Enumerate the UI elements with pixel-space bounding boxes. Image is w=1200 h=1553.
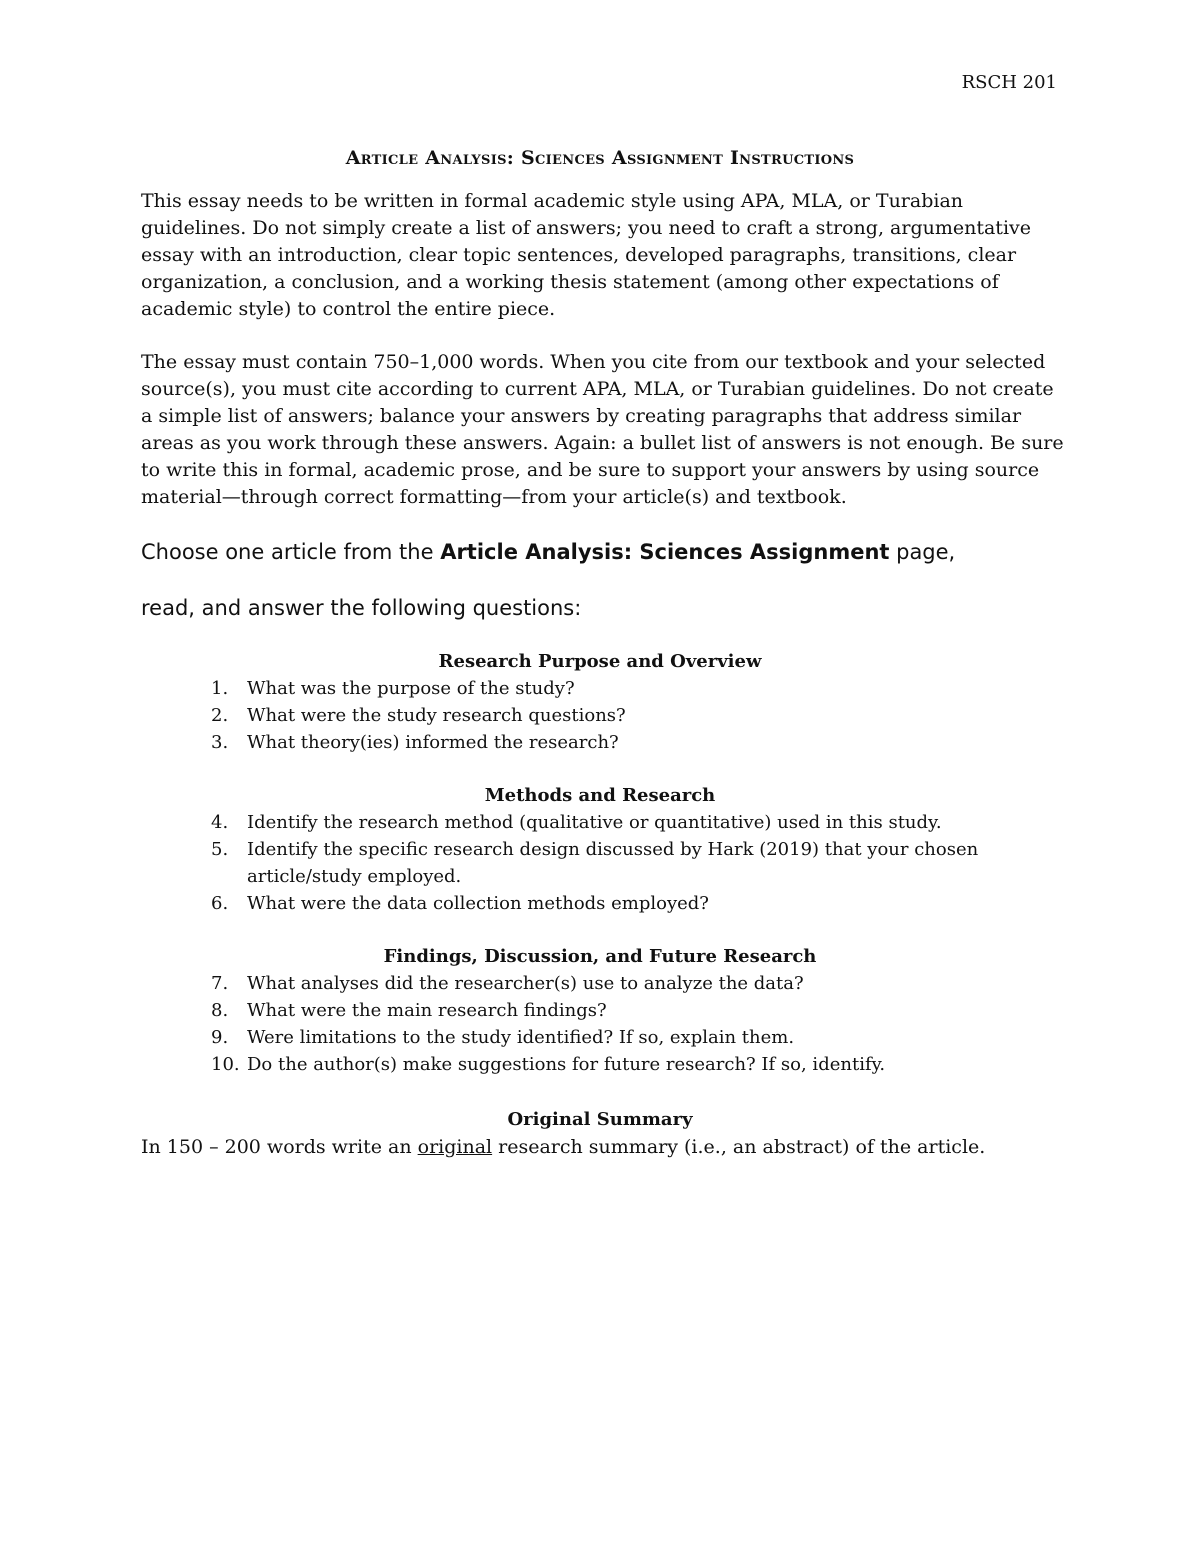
- question-text: What were the main research findings?: [247, 1000, 607, 1021]
- question-text: What was the purpose of the study?: [247, 678, 575, 699]
- question-text: What analyses did the researcher(s) use to analyze the data?: [247, 973, 804, 994]
- question-number: 10.: [211, 1054, 240, 1075]
- question-number: 1.: [211, 678, 229, 699]
- section-title-findings: Findings, Discussion, and Future Research: [383, 946, 817, 967]
- question-number: 8.: [211, 1000, 229, 1021]
- question-item: [141, 836, 1041, 890]
- question-text: What theory(ies) informed the research?: [247, 732, 619, 753]
- question-number: 9.: [211, 1027, 229, 1048]
- summary-underlined-word: original: [417, 1136, 493, 1158]
- page-title: Article Analysis: Sciences Assignment Instructions: [345, 147, 855, 169]
- question-number: 5.: [211, 839, 229, 860]
- summary-instruction: [141, 1134, 985, 1161]
- question-item: [141, 1024, 1041, 1051]
- intro-paragraph: This essay needs to be written in formal academic style using APA, MLA, or Turabian guidelines. Do not simply create a list of answers; you need to craft a strong, argumentative essay with an introduction, clear topic sentences, developed paragraphs, transitions, clear organization, a conclusion, and a working thesis statement (among other expectations of academic style) to control the entire piece.: [141, 190, 1031, 320]
- summary-text-after: research summary (i.e., an abstract) of the article.: [492, 1136, 986, 1158]
- question-list-methods: [141, 809, 1041, 917]
- section-title-summary: Original Summary: [507, 1109, 693, 1130]
- question-text: Identify the research method (qualitative or quantitative) used in this study.: [247, 812, 942, 833]
- question-item: [141, 970, 1041, 997]
- question-item: [141, 729, 1041, 756]
- choose-text-before: Choose one article from the: [141, 540, 441, 564]
- question-item: [141, 702, 1041, 729]
- question-text: Identify the specific research design discussed by Hark (2019) that your chosen article/study employed.: [247, 839, 979, 887]
- assignment-page-name: Article Analysis: Sciences Assignment: [440, 540, 890, 564]
- choose-article-instruction-line2: read, and answer the following questions:: [141, 596, 582, 620]
- question-text: Were limitations to the study identified? If so, explain them.: [247, 1027, 795, 1048]
- question-item: [141, 1051, 1041, 1078]
- question-item: [141, 890, 1041, 917]
- choose-article-instruction: [141, 538, 1081, 566]
- question-number: 3.: [211, 732, 229, 753]
- question-item: [141, 997, 1041, 1024]
- requirements-paragraph: The essay must contain 750–1,000 words. When you cite from our textbook and your selected source(s), you must cite according to current APA, MLA, or Turabian guidelines. Do not create a simple list of answers; balance your answers by creating paragraphs that address similar areas as you work through these answers. Again: a bullet list of answers is not enough. Be sure to write this in formal, academic prose, and be sure to support your answers by using source material—through correct formatting—from your article(s) and textbook.: [141, 351, 1064, 508]
- question-number: 6.: [211, 893, 229, 914]
- question-list-research-purpose: [141, 675, 1041, 756]
- question-text: What were the study research questions?: [247, 705, 626, 726]
- question-item: [141, 809, 1041, 836]
- question-number: 7.: [211, 973, 229, 994]
- question-number: 2.: [211, 705, 229, 726]
- course-code: RSCH 201: [961, 72, 1057, 93]
- question-number: 4.: [211, 812, 229, 833]
- summary-text-before: In 150 – 200 words write an: [141, 1136, 418, 1158]
- question-text: Do the author(s) make suggestions for future research? If so, identify.: [247, 1054, 886, 1075]
- choose-text-after: page,: [889, 540, 956, 564]
- question-list-findings: [141, 970, 1041, 1078]
- section-title-methods: Methods and Research: [484, 785, 716, 806]
- question-item: [141, 675, 1041, 702]
- question-text: What were the data collection methods employed?: [247, 893, 709, 914]
- section-title-research-purpose: Research Purpose and Overview: [438, 651, 762, 672]
